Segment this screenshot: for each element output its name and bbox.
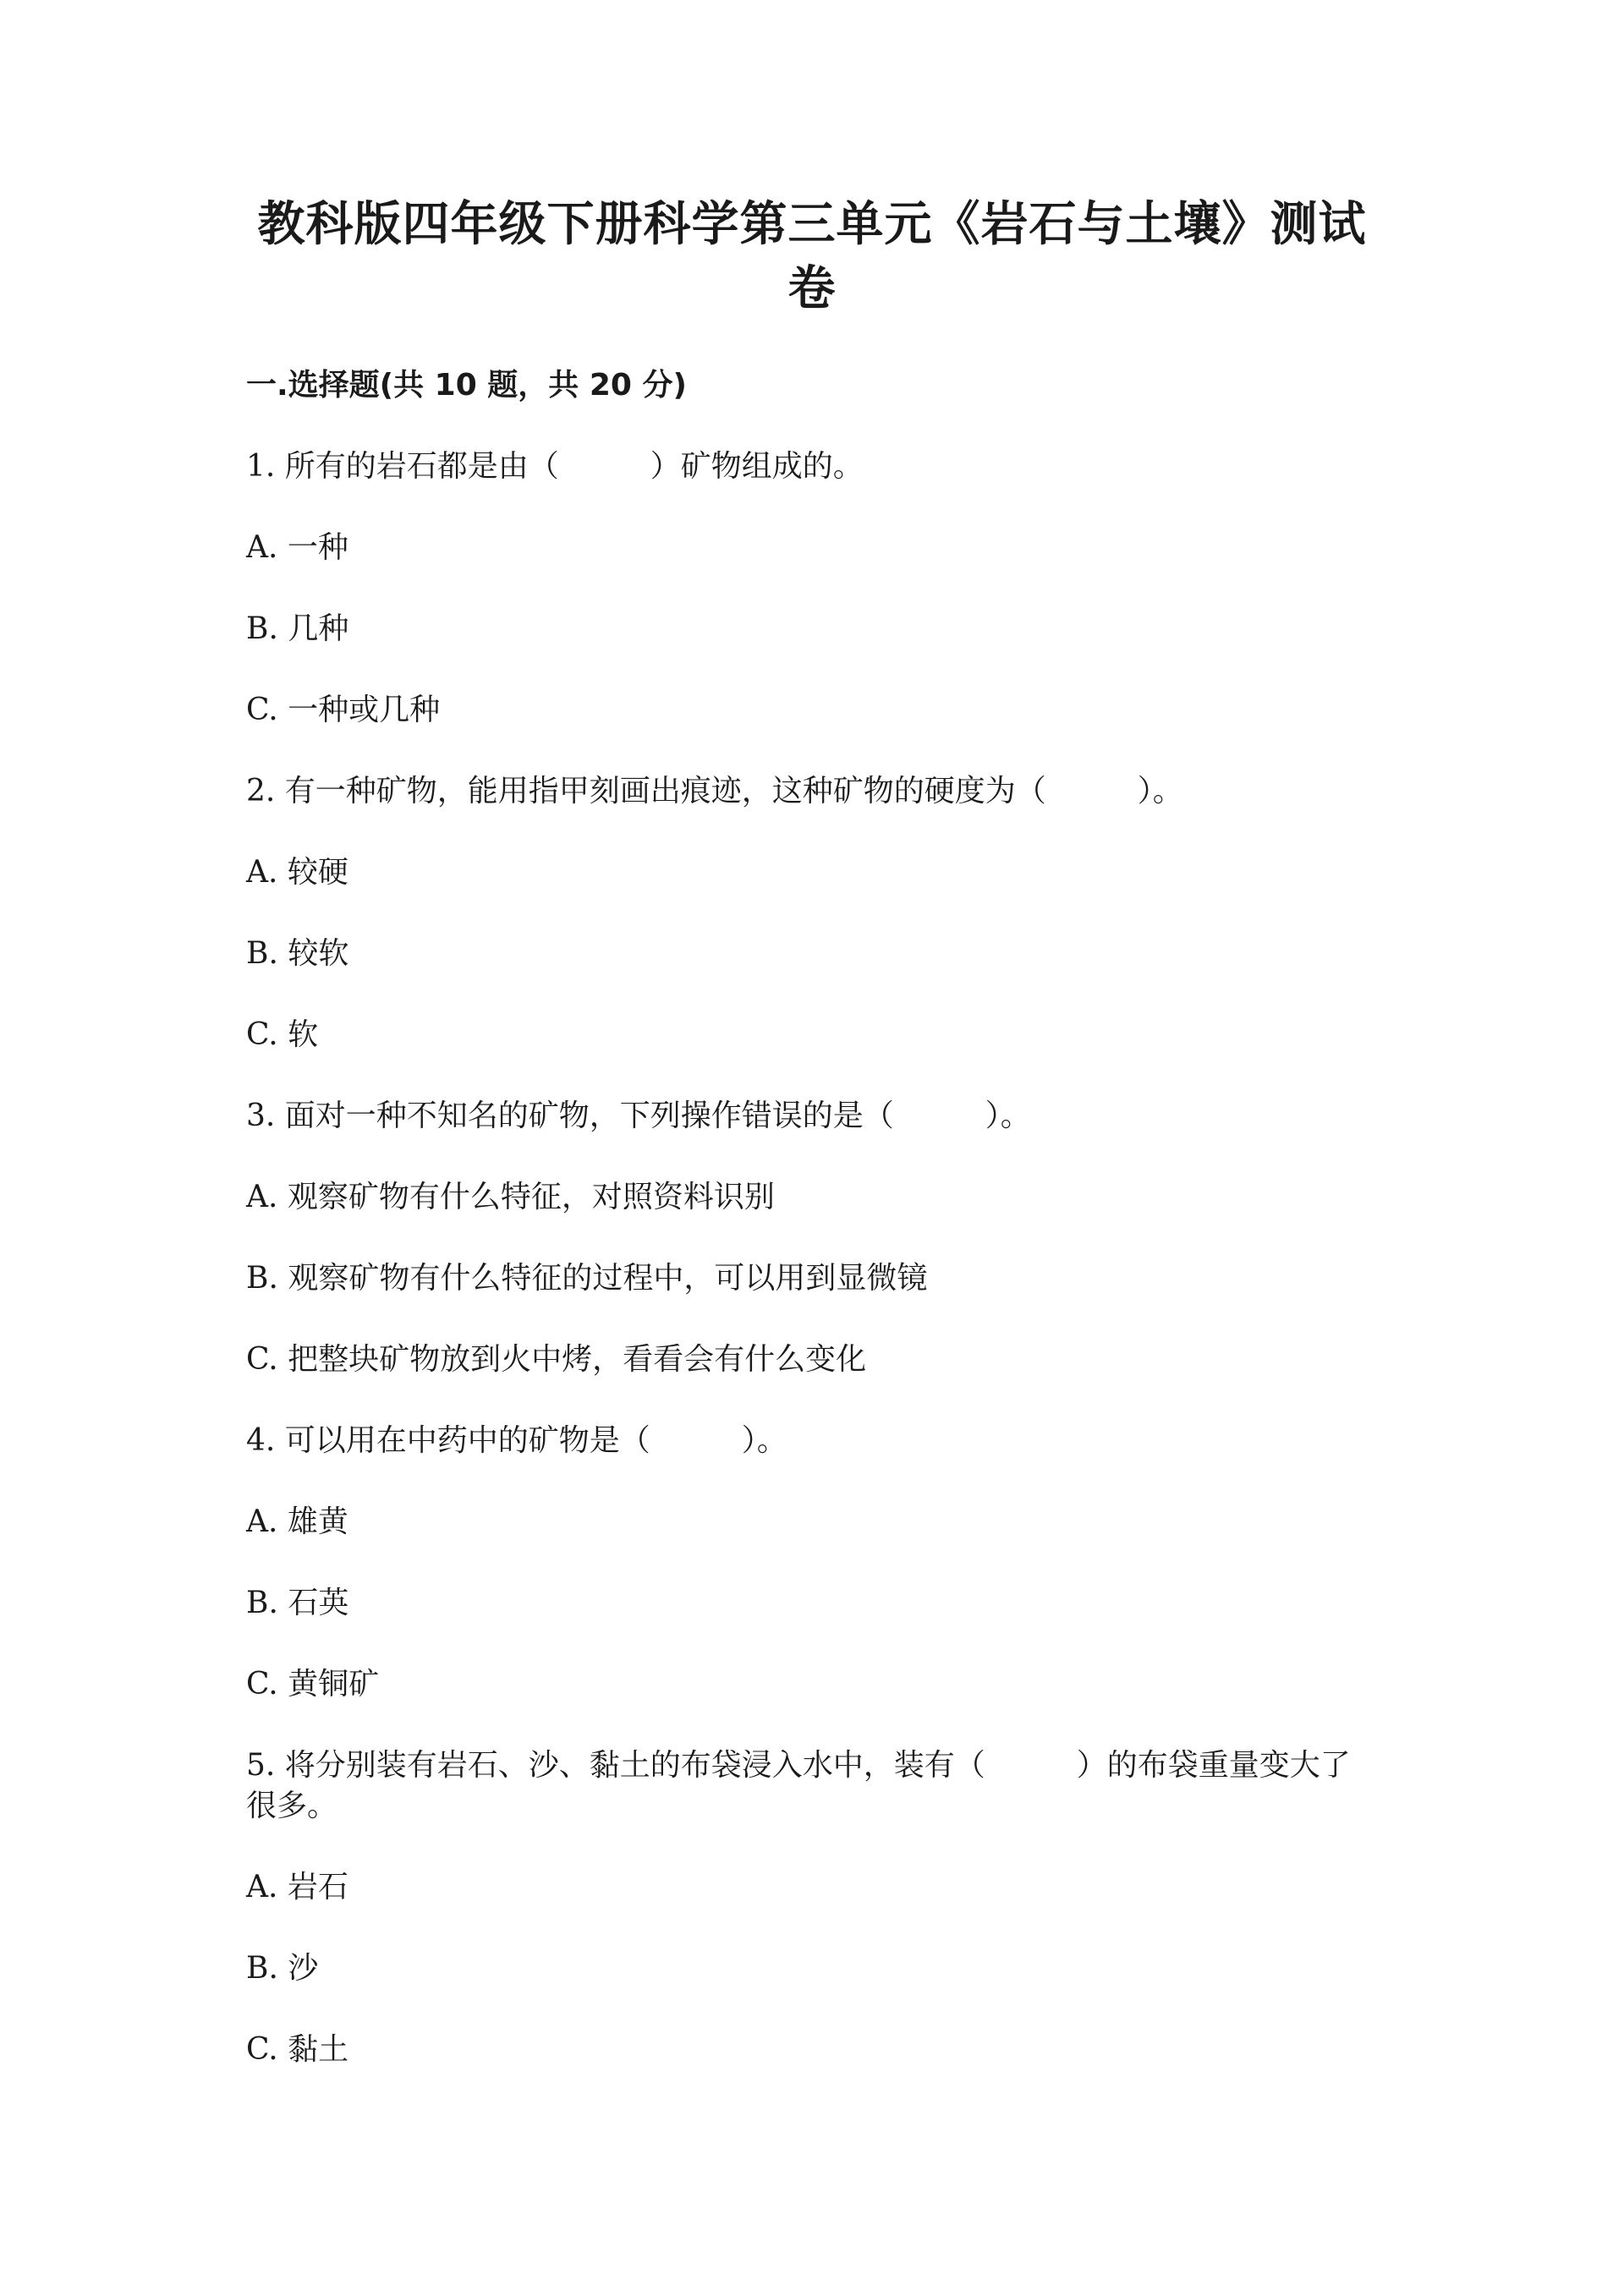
question-2-option-c: C. 软 [246,1017,319,1052]
question-3-option-c: C. 把整块矿物放到火中烤，看看会有什么变化 [246,1342,867,1377]
section-heading: 一.选择题(共 10 题，共 20 分) [246,368,687,403]
question-2-option-b: B. 较软 [246,936,349,971]
question-3-option-b: B. 观察矿物有什么特征的过程中，可以用到显微镜 [246,1261,928,1296]
question-2-option-a: A. 较硬 [246,855,348,890]
question-1-option-c: C. 一种或几种 [246,693,441,727]
document-title: 教科版四年级下册科学第三单元《岩石与土壤》测试卷 [257,197,1367,316]
question-3-option-a: A. 观察矿物有什么特征，对照资料识别 [246,1180,775,1214]
question-1-option-a: A. 一种 [246,530,348,565]
question-5-option-b: B. 沙 [246,1951,319,1986]
question-5-option-a: A. 岩石 [246,1870,348,1904]
question-4-option-a: A. 雄黄 [246,1504,348,1539]
question-4-option-b: B. 石英 [246,1586,349,1620]
question-4-stem: 4. 可以用在中药中的矿物是（ ）。 [246,1423,787,1458]
question-1-stem: 1. 所有的岩石都是由（ ）矿物组成的。 [246,449,864,484]
question-5-stem: 5. 将分别装有岩石、沙、黏土的布袋浸入水中，装有（ ）的布袋重量变大了很多。 [246,1748,1351,1823]
question-3-stem: 3. 面对一种不知名的矿物，下列操作错误的是（ ）。 [246,1099,1031,1133]
question-2-stem: 2. 有一种矿物，能用指甲刻画出痕迹，这种矿物的硬度为（ ）。 [246,774,1183,808]
question-4-option-c: C. 黄铜矿 [246,1667,380,1701]
question-1-option-b: B. 几种 [246,611,349,646]
question-5-option-c: C. 黏土 [246,2032,349,2067]
